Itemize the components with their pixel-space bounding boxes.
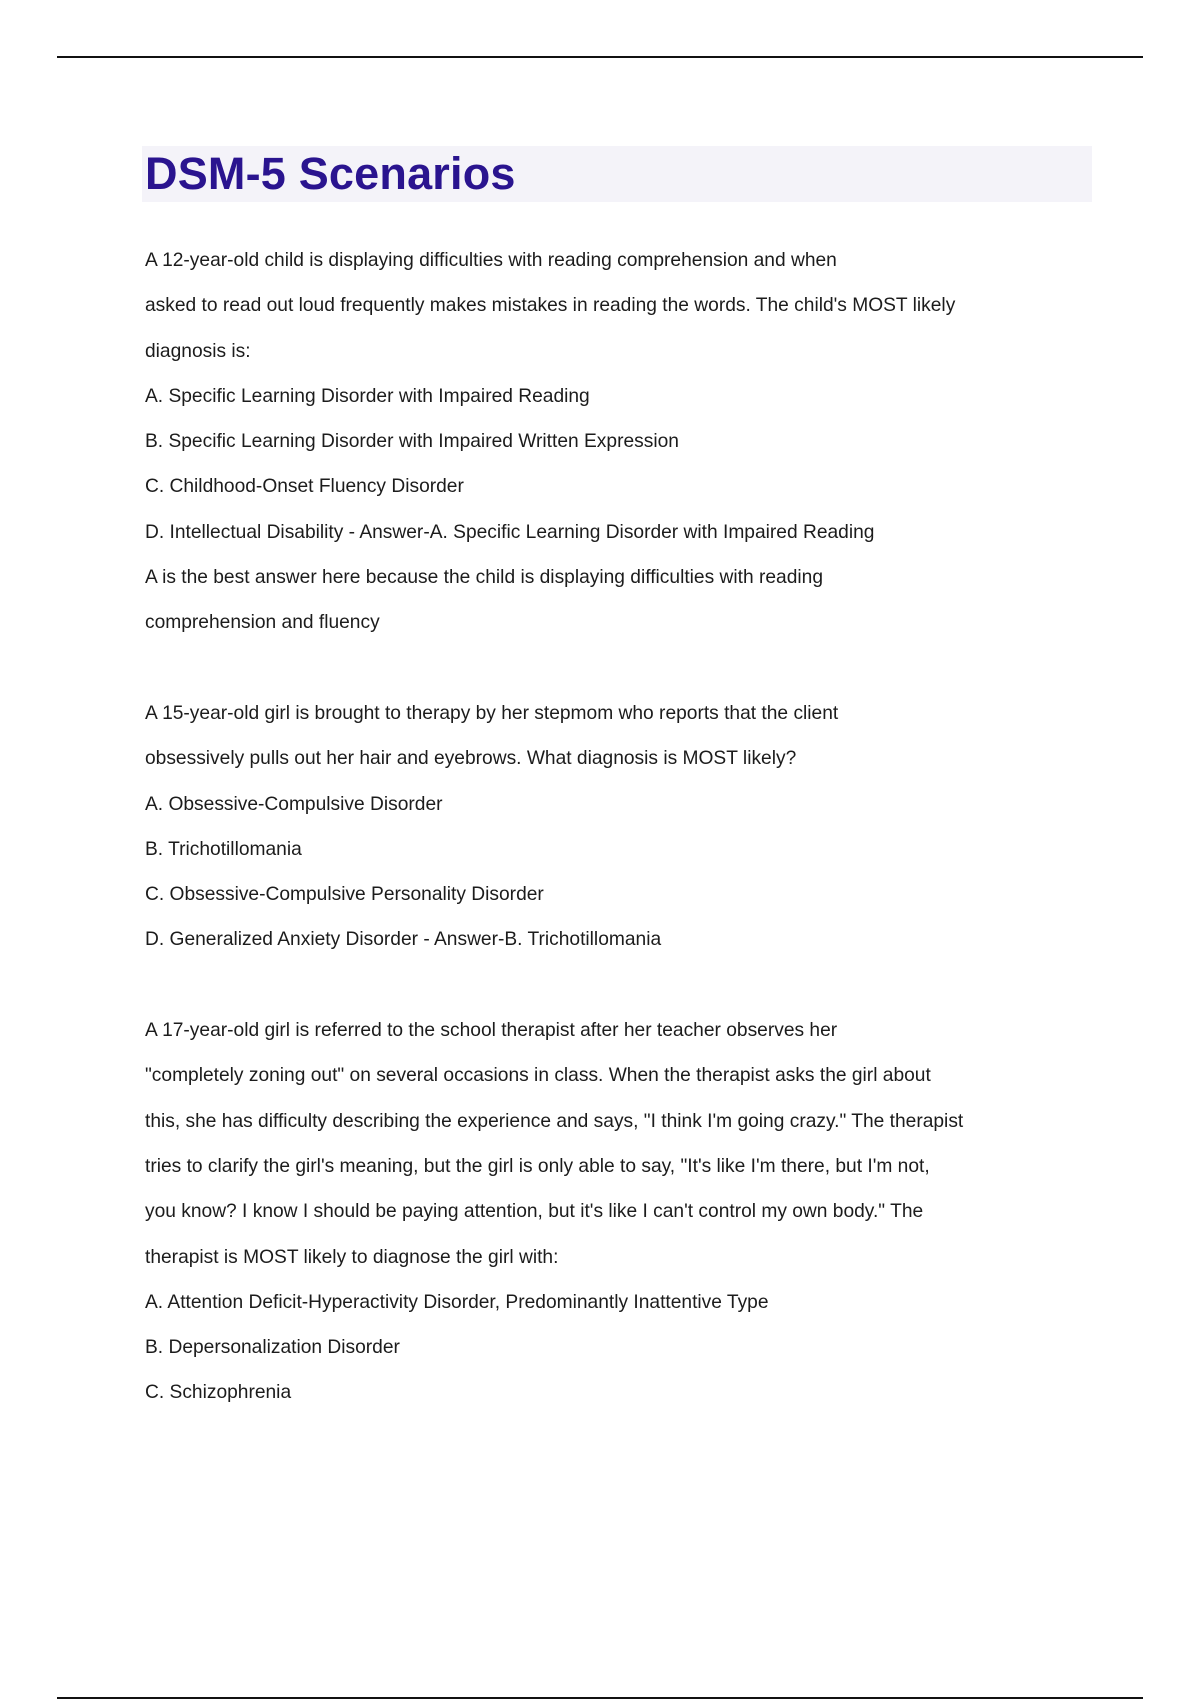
question-3-stem-line-6: therapist is MOST likely to diagnose the girl with: (145, 1246, 559, 1268)
question-1-explanation-line-1: A is the best answer here because the child is displaying difficulties with reading (145, 567, 823, 589)
question-1-option-a: A. Specific Learning Disorder with Impaired Reading (145, 385, 590, 407)
question-3 (145, 1008, 1045, 1416)
question-3-option-c: C. Schizophrenia (145, 1382, 292, 1404)
question-1-option-b: B. Specific Learning Disorder with Impaired Written Expression (145, 431, 679, 453)
question-1-stem-line-2: asked to read out loud frequently makes mistakes in reading the words. The child's MOST likely (145, 295, 956, 317)
top-rule (57, 56, 1143, 58)
question-3-stem-line-5: you know? I know I should be paying attention, but it's like I can't control my own body." The (145, 1201, 924, 1223)
question-1-option-c: C. Childhood-Onset Fluency Disorder (145, 476, 464, 498)
document-body (145, 238, 1045, 1416)
question-3-option-a: A. Attention Deficit-Hyperactivity Disorder, Predominantly Inattentive Type (145, 1291, 769, 1313)
section-gap (145, 646, 1045, 691)
bottom-rule (57, 1697, 1143, 1699)
question-3-stem-line-1: A 17-year-old girl is referred to the school therapist after her teacher observes her (145, 1020, 838, 1042)
question-2-option-d-answer: D. Generalized Anxiety Disorder - Answer-B. Trichotillomania (145, 929, 662, 951)
question-1-stem-line-1: A 12-year-old child is displaying difficulties with reading comprehension and when (145, 250, 837, 271)
question-3-stem-line-3: this, she has difficulty describing the experience and says, "I think I'm going crazy." The therapist (145, 1110, 964, 1132)
question-1-stem-line-3: diagnosis is: (145, 340, 251, 362)
question-2 (145, 691, 1045, 963)
question-3-stem-line-2: "completely zoning out" on several occasions in class. When the therapist asks the girl about (145, 1065, 931, 1087)
question-2-stem-line-1: A 15-year-old girl is brought to therapy by her stepmom who reports that the client (145, 702, 839, 724)
question-2-option-a: A. Obsessive-Compulsive Disorder (145, 793, 443, 815)
question-2-option-c: C. Obsessive-Compulsive Personality Disorder (145, 884, 544, 906)
question-1 (145, 238, 1045, 646)
question-2-option-b: B. Trichotillomania (145, 838, 302, 860)
page-title: DSM-5 Scenarios (145, 148, 516, 199)
question-3-option-b: B. Depersonalization Disorder (145, 1337, 400, 1359)
question-1-explanation-line-2: comprehension and fluency (145, 612, 380, 634)
question-1-option-d-answer: D. Intellectual Disability - Answer-A. Specific Learning Disorder with Impaired Reading (145, 521, 875, 543)
section-gap (145, 963, 1045, 1008)
question-3-stem-line-4: tries to clarify the girl's meaning, but the girl is only able to say, "It's like I'm there, but I'm not, (145, 1155, 930, 1177)
question-2-stem-line-2: obsessively pulls out her hair and eyebrows. What diagnosis is MOST likely? (145, 748, 797, 770)
